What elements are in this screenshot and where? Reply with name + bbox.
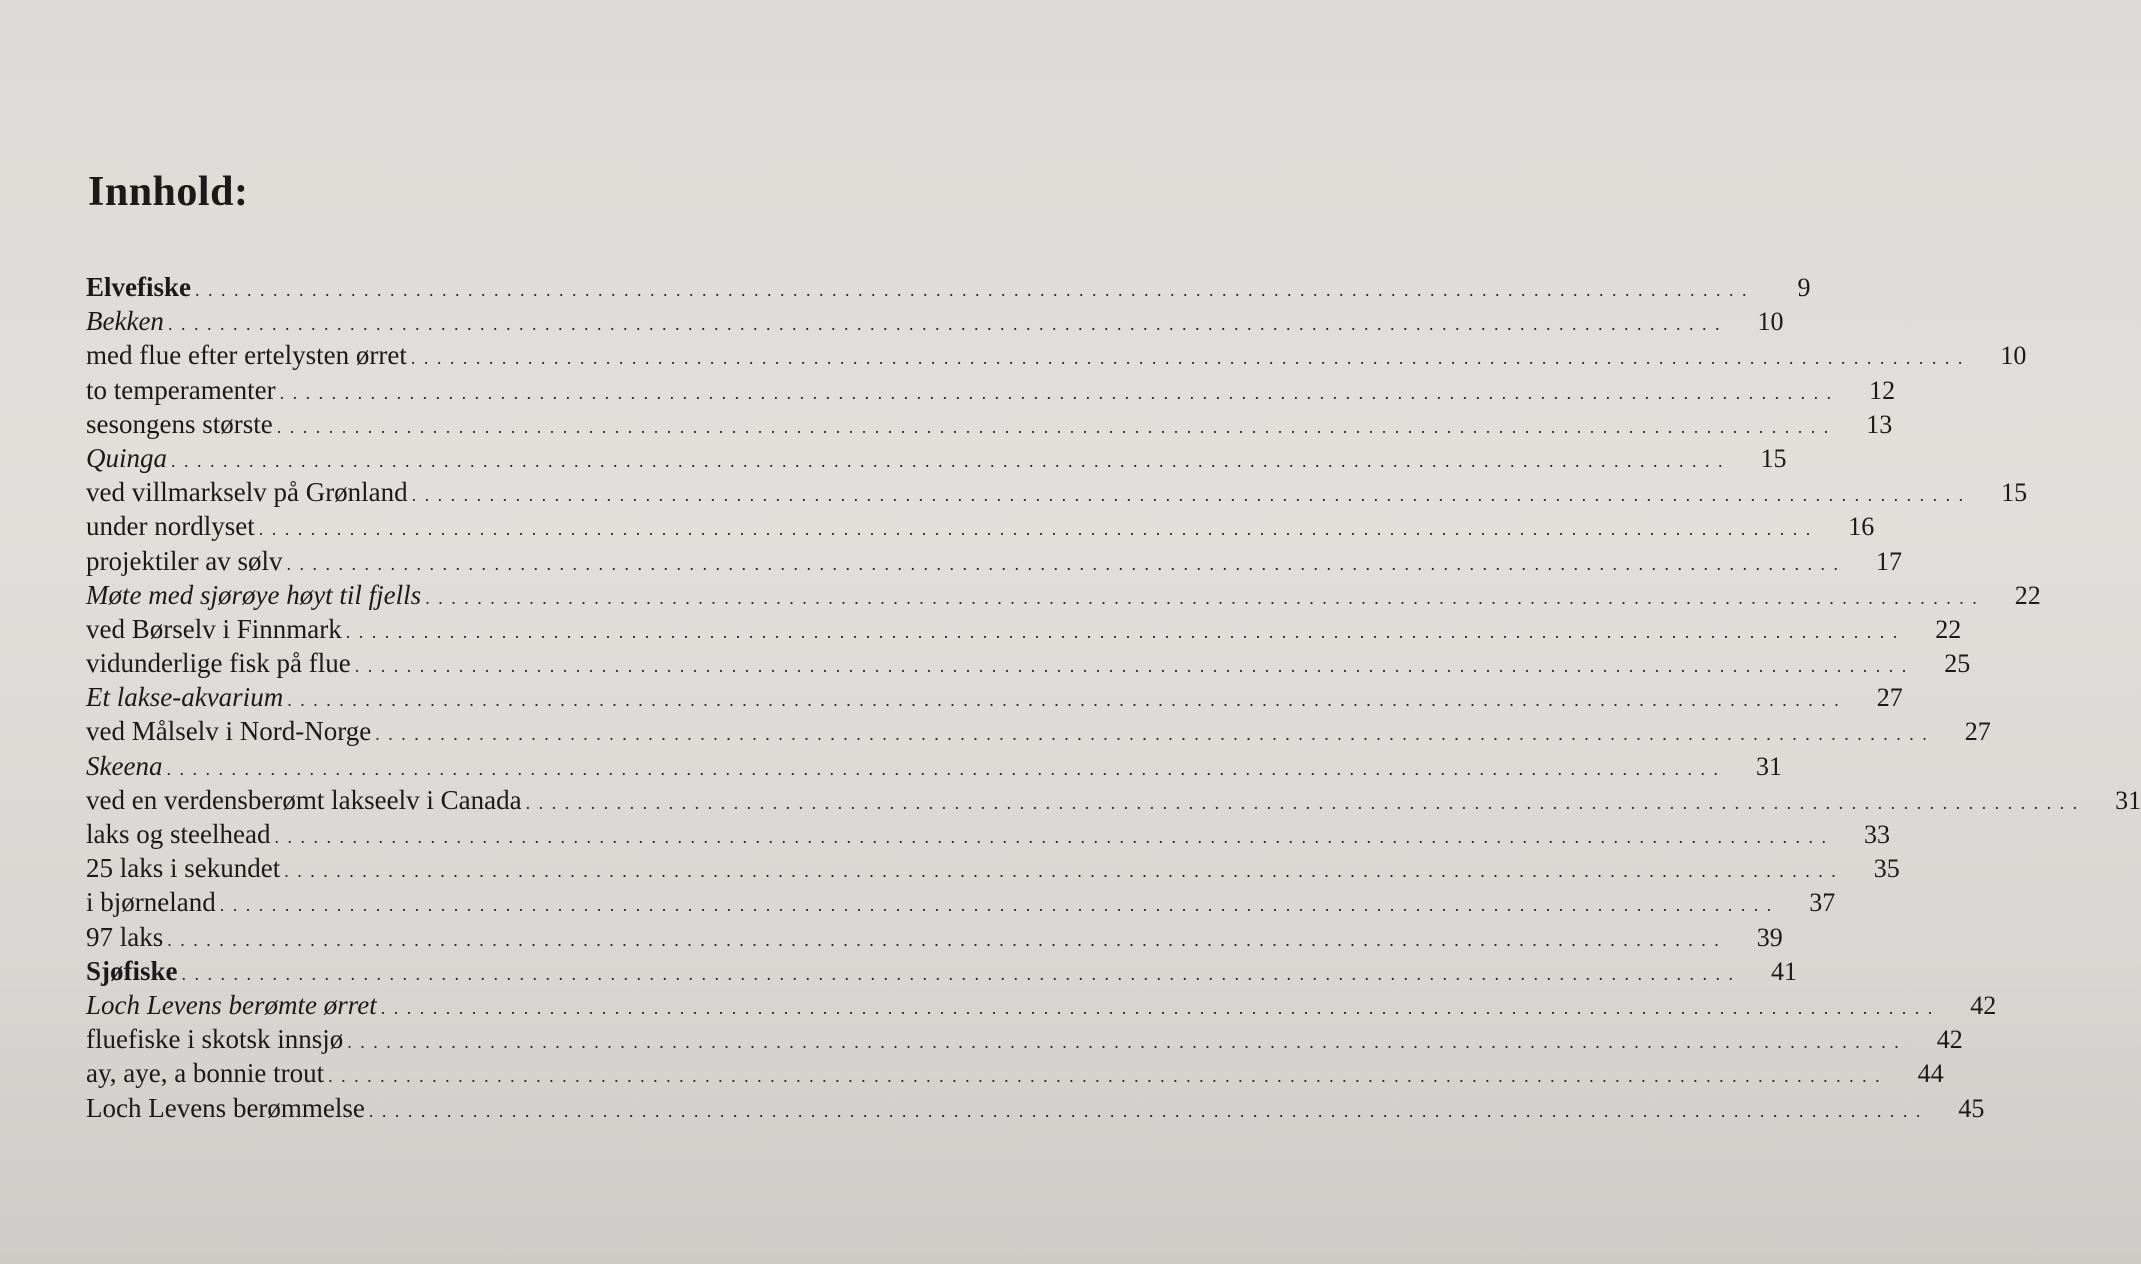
dot-leader: . . . . . . . . . . . . . . . . . . . . . . . . . . . . . . . . . . . . . . . . . . . . . . . . . . . . . . . . . . . . . . . . . . . . . . . . . . . . . . . . . . . . . . . . . . . . . . . . . . . . . . . . . . . . . . . . . . . . . . . . [284,861,1838,882]
toc-entry [86,716,1991,750]
dot-leader: . . . . . . . . . . . . . . . . . . . . . . . . . . . . . . . . . . . . . . . . . . . . . . . . . . . . . . . . . . . . . . . . . . . . . . . . . . . . . . . . . . . . . . . . . . . . . . . . . . . . . . . . . . . . . . . . . . . . . . . . [219,895,1774,916]
toc-entry-page-number: 27 [1876,683,1903,713]
toc-entry-title: Sjøfiske [86,955,178,986]
toc-entry-page-number: 9 [1797,273,1811,302]
dot-leader: . . . . . . . . . . . . . . . . . . . . . . . . . . . . . . . . . . . . . . . . . . . . . . . . . . . . . . . . . . . . . . . . . . . . . . . . . . . . . . . . . . . . . . . . . . . . . . . . . . . . . . . . . . . . . . . . . . . . . . . . [286,553,1840,574]
dot-leader: . . . . . . . . . . . . . . . . . . . . . . . . . . . . . . . . . . . . . . . . . . . . . . . . . . . . . . . . . . . . . . . . . . . . . . . . . . . . . . . . . . . . . . . . . . . . . . . . . . . . . . . . . . . . . . . . . . . . . . . . [181,963,1736,984]
toc-entry-title: ved Målselv i Nord-Norge [86,716,372,747]
toc-entry [86,442,1787,477]
dot-leader: . . . . . . . . . . . . . . . . . . . . . . . . . . . . . . . . . . . . . . . . . . . . . . . . . . . . . . . . . . . . . . . . . . . . . . . . . . . . . . . . . . . . . . . . . . . . . . . . . . . . . . . . . . . . . . . . . . . . . . . . [380,997,1935,1018]
dot-leader: . . . . . . . . . . . . . . . . . . . . . . . . . . . . . . . . . . . . . . . . . . . . . . . . . . . . . . . . . . . . . . . . . . . . . . . . . . . . . . . . . . . . . . . . . . . . . . . . . . . . . . . . . . . . . . . . . . . . . . . . [411,485,1966,506]
dot-leader: . . . . . . . . . . . . . . . . . . . . . . . . . . . . . . . . . . . . . . . . . . . . . . . . . . . . . . . . . . . . . . . . . . . . . . . . . . . . . . . . . . . . . . . . . . . . . . . . . . . . . . . . . . . . . . . . . . . . . . . . [167,929,1721,950]
toc-entry-page-number: 22 [2014,580,2041,610]
toc-entry-page-number: 33 [1863,820,1890,849]
toc-entry-page-number: 15 [2001,478,2028,508]
toc-entry-page-number: 22 [1935,614,1962,644]
toc-entry-page-number: 10 [2000,341,2027,371]
dot-leader: . . . . . . . . . . . . . . . . . . . . . . . . . . . . . . . . . . . . . . . . . . . . . . . . . . . . . . . . . . . . . . . . . . . . . . . . . . . . . . . . . . . . . . . . . . . . . . . . . . . . . . . . . . . . . . . . . . . . . . . . [425,587,1979,608]
toc-entry [86,1024,1963,1058]
toc-entry [86,408,1893,443]
toc-entry-title: ved en verdensberømt lakseelv i Canada [86,784,522,815]
toc-entry-title: ay, aye, a bonnie trout [86,1058,325,1089]
toc-entry-page-number: 15 [1760,443,1787,473]
toc-entry-title: fluefiske i skotsk innsjø [86,1024,344,1055]
toc-entry-title: to temperamenter [86,374,276,405]
toc-entry-title: ved Børselv i Finnmark [86,613,342,644]
dot-leader: . . . . . . . . . . . . . . . . . . . . . . . . . . . . . . . . . . . . . . . . . . . . . . . . . . . . . . . . . . . . . . . . . . . . . . . . . . . . . . . . . . . . . . . . . . . . . . . . . . . . . . . . . . . . . . . . . . . . . . . . [287,690,1841,711]
toc-entry [86,511,1875,545]
dot-leader: . . . . . . . . . . . . . . . . . . . . . . . . . . . . . . . . . . . . . . . . . . . . . . . . . . . . . . . . . . . . . . . . . . . . . . . . . . . . . . . . . . . . . . . . . . . . . . . . . . . . . . . . . . . . . . . . . . . . . . . . [375,724,1929,745]
toc-entry [86,545,1902,580]
table-of-contents [86,272,2141,1127]
toc-entry-page-number: 27 [1964,717,1991,747]
dot-leader: . . . . . . . . . . . . . . . . . . . . . . . . . . . . . . . . . . . . . . . . . . . . . . . . . . . . . . . . . . . . . . . . . . . . . . . . . . . . . . . . . . . . . . . . . . . . . . . . . . . . . . . . . . . . . . . . . . . . . . . . [354,656,1909,677]
toc-entry-title: Loch Levens berømte ørret [86,989,377,1020]
toc-entry-page-number: 35 [1873,854,1900,884]
dot-leader: . . . . . . . . . . . . . . . . . . . . . . . . . . . . . . . . . . . . . . . . . . . . . . . . . . . . . . . . . . . . . . . . . . . . . . . . . . . . . . . . . . . . . . . . . . . . . . . . . . . . . . . . . . . . . . . . . . . . . . . . [410,348,1965,369]
toc-entry [86,853,1900,887]
dot-leader: . . . . . . . . . . . . . . . . . . . . . . . . . . . . . . . . . . . . . . . . . . . . . . . . . . . . . . . . . . . . . . . . . . . . . . . . . . . . . . . . . . . . . . . . . . . . . . . . . . . . . . . . . . . . . . . . . . . . . . . . [274,827,1828,847]
dot-leader: . . . . . . . . . . . . . . . . . . . . . . . . . . . . . . . . . . . . . . . . . . . . . . . . . . . . . . . . . . . . . . . . . . . . . . . . . . . . . . . . . . . . . . . . . . . . . . . . . . . . . . . . . . . . . . . . . . . . . . . . [345,621,1900,642]
toc-entry-title: Møte med sjørøye høyt til fjells [86,579,422,610]
toc-entry [86,750,1782,785]
dot-leader: . . . . . . . . . . . . . . . . . . . . . . . . . . . . . . . . . . . . . . . . . . . . . . . . . . . . . . . . . . . . . . . . . . . . . . . . . . . . . . . . . . . . . . . . . . . . . . . . . . . . . . . . . . . . . . . . . . . . . . . . [347,1032,1901,1053]
toc-entry-page-number: 31 [2115,785,2141,815]
toc-entry-title: Loch Levens berømmelse [86,1092,365,1123]
toc-entry-page-number: 16 [1848,512,1875,542]
dot-leader: . . . . . . . . . . . . . . . . . . . . . . . . . . . . . . . . . . . . . . . . . . . . . . . . . . . . . . . . . . . . . . . . . . . . . . . . . . . . . . . . . . . . . . . . . . . . . . . . . . . . . . . . . . . . . . . . . . . . . . . . [171,450,1725,471]
toc-entry-page-number: 44 [1917,1059,1944,1089]
toc-entry-title: ved villmarkselv på Grønland [86,477,408,508]
toc-entry-title: vidunderlige fisk på flue [86,648,351,679]
toc-entry [86,272,1811,306]
toc-entry [86,921,1783,956]
toc-entry [86,989,1997,1024]
toc-entry [86,955,1798,990]
toc-entry-page-number: 37 [1809,888,1836,918]
dot-leader: . . . . . . . . . . . . . . . . . . . . . . . . . . . . . . . . . . . . . . . . . . . . . . . . . . . . . . . . . . . . . . . . . . . . . . . . . . . . . . . . . . . . . . . . . . . . . . . . . . . . . . . . . . . . . . . . . . . . . . . . [195,280,1749,300]
toc-entry [86,477,2028,511]
toc-entry [86,579,2041,614]
toc-entry-title: Et lakse-akvarium [86,682,284,713]
toc-entry-page-number: 39 [1756,922,1783,952]
toc-entry-page-number: 13 [1866,409,1893,439]
toc-entry-title: 25 laks i sekundet [86,853,281,884]
toc-entry [86,819,1890,853]
toc-entry [86,613,1962,648]
toc-entry [86,340,2027,374]
dot-leader: . . . . . . . . . . . . . . . . . . . . . . . . . . . . . . . . . . . . . . . . . . . . . . . . . . . . . . . . . . . . . . . . . . . . . . . . . . . . . . . . . . . . . . . . . . . . . . . . . . . . . . . . . . . . . . . . . . . . . . . . [258,519,1813,540]
toc-entry [86,306,1784,340]
toc-entry [86,784,2141,819]
toc-entry-title: Bekken [86,306,164,337]
toc-entry-title: 97 laks [86,921,164,952]
toc-entry-page-number: 42 [1936,1025,1963,1055]
toc-entry-title: laks og steelhead [86,819,271,849]
toc-entry-page-number: 31 [1755,751,1782,781]
toc-entry [86,682,1903,716]
toc-entry-page-number: 25 [1944,649,1971,679]
toc-entry-page-number: 41 [1771,956,1798,986]
toc-entry-title: projektiler av sølv [86,545,283,576]
dot-leader: . . . . . . . . . . . . . . . . . . . . . . . . . . . . . . . . . . . . . . . . . . . . . . . . . . . . . . . . . . . . . . . . . . . . . . . . . . . . . . . . . . . . . . . . . . . . . . . . . . . . . . . . . . . . . . . . . . . . . . . . [276,416,1831,437]
toc-entry-title: under nordlyset [86,511,255,542]
toc-entry [86,1092,1985,1127]
toc-entry [86,648,1971,682]
toc-entry [86,374,1896,409]
toc-entry-page-number: 12 [1869,375,1896,405]
toc-entry-page-number: 10 [1757,307,1784,337]
toc-entry-page-number: 17 [1875,546,1902,576]
toc-entry-title: Skeena [86,750,163,781]
dot-leader: . . . . . . . . . . . . . . . . . . . . . . . . . . . . . . . . . . . . . . . . . . . . . . . . . . . . . . . . . . . . . . . . . . . . . . . . . . . . . . . . . . . . . . . . . . . . . . . . . . . . . . . . . . . . . . . . . . . . . . . . [328,1066,1882,1087]
dot-leader: . . . . . . . . . . . . . . . . . . . . . . . . . . . . . . . . . . . . . . . . . . . . . . . . . . . . . . . . . . . . . . . . . . . . . . . . . . . . . . . . . . . . . . . . . . . . . . . . . . . . . . . . . . . . . . . . . . . . . . . . [166,758,1720,779]
toc-entry-title: i bjørneland [86,887,216,918]
dot-leader: . . . . . . . . . . . . . . . . . . . . . . . . . . . . . . . . . . . . . . . . . . . . . . . . . . . . . . . . . . . . . . . . . . . . . . . . . . . . . . . . . . . . . . . . . . . . . . . . . . . . . . . . . . . . . . . . . . . . . . . . [525,792,2080,813]
dot-leader: . . . . . . . . . . . . . . . . . . . . . . . . . . . . . . . . . . . . . . . . . . . . . . . . . . . . . . . . . . . . . . . . . . . . . . . . . . . . . . . . . . . . . . . . . . . . . . . . . . . . . . . . . . . . . . . . . . . . . . . . [368,1100,1923,1121]
toc-entry-title: med flue efter ertelysten ørret [86,340,407,371]
toc-entry-page-number: 42 [1970,990,1997,1020]
dot-leader: . . . . . . . . . . . . . . . . . . . . . . . . . . . . . . . . . . . . . . . . . . . . . . . . . . . . . . . . . . . . . . . . . . . . . . . . . . . . . . . . . . . . . . . . . . . . . . . . . . . . . . . . . . . . . . . . . . . . . . . . [279,382,1834,403]
toc-entry-title: sesongens største [86,408,273,439]
toc-entry [86,887,1836,921]
toc-entry-page-number: 45 [1958,1093,1985,1123]
dot-leader: . . . . . . . . . . . . . . . . . . . . . . . . . . . . . . . . . . . . . . . . . . . . . . . . . . . . . . . . . . . . . . . . . . . . . . . . . . . . . . . . . . . . . . . . . . . . . . . . . . . . . . . . . . . . . . . . . . . . . . . . [167,314,1722,335]
toc-entry-title: Quinga [86,442,167,473]
toc-entry-title: Elvefiske [86,272,191,302]
toc-entry [86,1058,1944,1092]
page-title: Innhold: [88,169,249,215]
